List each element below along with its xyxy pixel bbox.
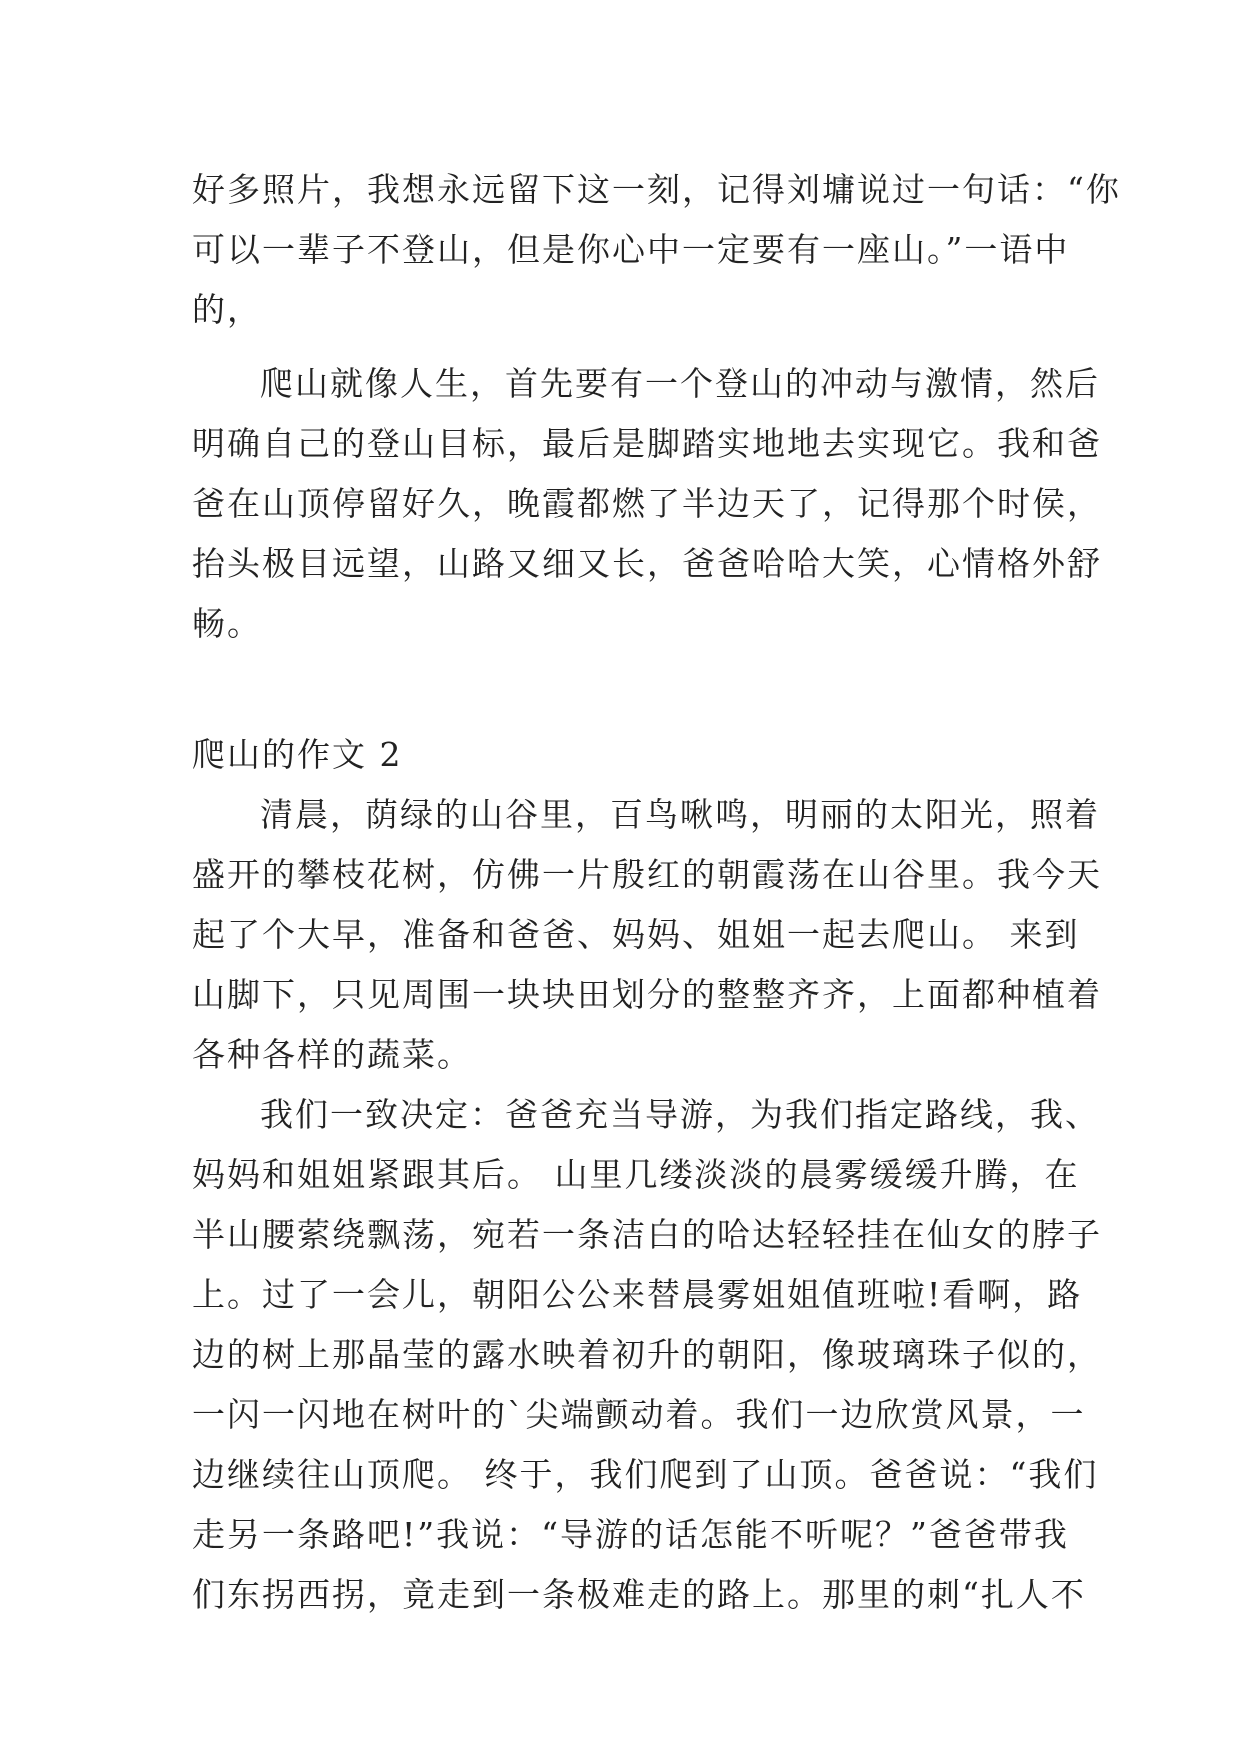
- text-line: 起了个大早，准备和爸爸、妈妈、姐姐一起去爬山。 来到: [192, 915, 1080, 954]
- text-line: 们东拐西拐，竟走到一条极难走的路上。那里的刺“扎人不: [192, 1575, 1086, 1614]
- text-line: 畅。: [192, 604, 262, 643]
- text-line: 各种各样的蔬菜。: [192, 1035, 472, 1074]
- text-line: 边继续往山顶爬。 终于，我们爬到了山顶。爸爸说：“我们: [192, 1455, 1099, 1494]
- reflection-paragraph: [192, 354, 1102, 654]
- essay-heading: 爬山的作文 2: [192, 735, 403, 774]
- text-line: 抬头极目远望，山路又细又长，爸爸哈哈大笑，心情格外舒: [192, 544, 1102, 583]
- journey-paragraph: [192, 1085, 1102, 1625]
- text-line: 妈妈和姐姐紧跟其后。 山里几缕淡淡的晨雾缓缓升腾，在: [192, 1155, 1080, 1194]
- text-line: 半山腰萦绕飘荡，宛若一条洁白的哈达轻轻挂在仙女的脖子: [192, 1215, 1102, 1254]
- text-line: 盛开的攀枝花树，仿佛一片殷红的朝霞荡在山谷里。我今天: [192, 855, 1102, 894]
- text-line: 清晨，荫绿的山谷里，百鸟啾鸣，明丽的太阳光，照着: [260, 795, 1100, 834]
- text-line: 的，: [192, 290, 262, 329]
- text-line: 一闪一闪地在树叶的`尖端颤动着。我们一边欣赏风景，一: [192, 1395, 1086, 1434]
- morning-paragraph: [192, 785, 1102, 1085]
- text-line: 上。过了一会儿，朝阳公公来替晨雾姐姐值班啦!看啊，路: [192, 1275, 1083, 1314]
- text-line: 可以一辈子不登山，但是你心中一定要有一座山。”一语中: [192, 230, 1070, 269]
- text-line: 边的树上那晶莹的露水映着初升的朝阳，像玻璃珠子似的，: [192, 1335, 1102, 1374]
- continuation-paragraph: [192, 160, 1121, 340]
- document-body: [192, 160, 1121, 1625]
- text-line: 好多照片，我想永远留下这一刻，记得刘墉说过一句话：“你: [192, 170, 1121, 209]
- text-line: 爸在山顶停留好久，晚霞都燃了半边天了，记得那个时侯，: [192, 484, 1102, 523]
- text-line: 明确自己的登山目标，最后是脚踏实地地去实现它。我和爸: [192, 424, 1102, 463]
- text-line: 山脚下，只见周围一块块田划分的整整齐齐，上面都种植着: [192, 975, 1102, 1014]
- text-line: 爬山就像人生，首先要有一个登山的冲动与激情，然后: [260, 364, 1100, 403]
- text-line: 走另一条路吧!”我说：“导游的话怎能不听呢？”爸爸带我: [192, 1515, 1069, 1554]
- text-line: 我们一致决定：爸爸充当导游，为我们指定路线，我、: [260, 1095, 1100, 1134]
